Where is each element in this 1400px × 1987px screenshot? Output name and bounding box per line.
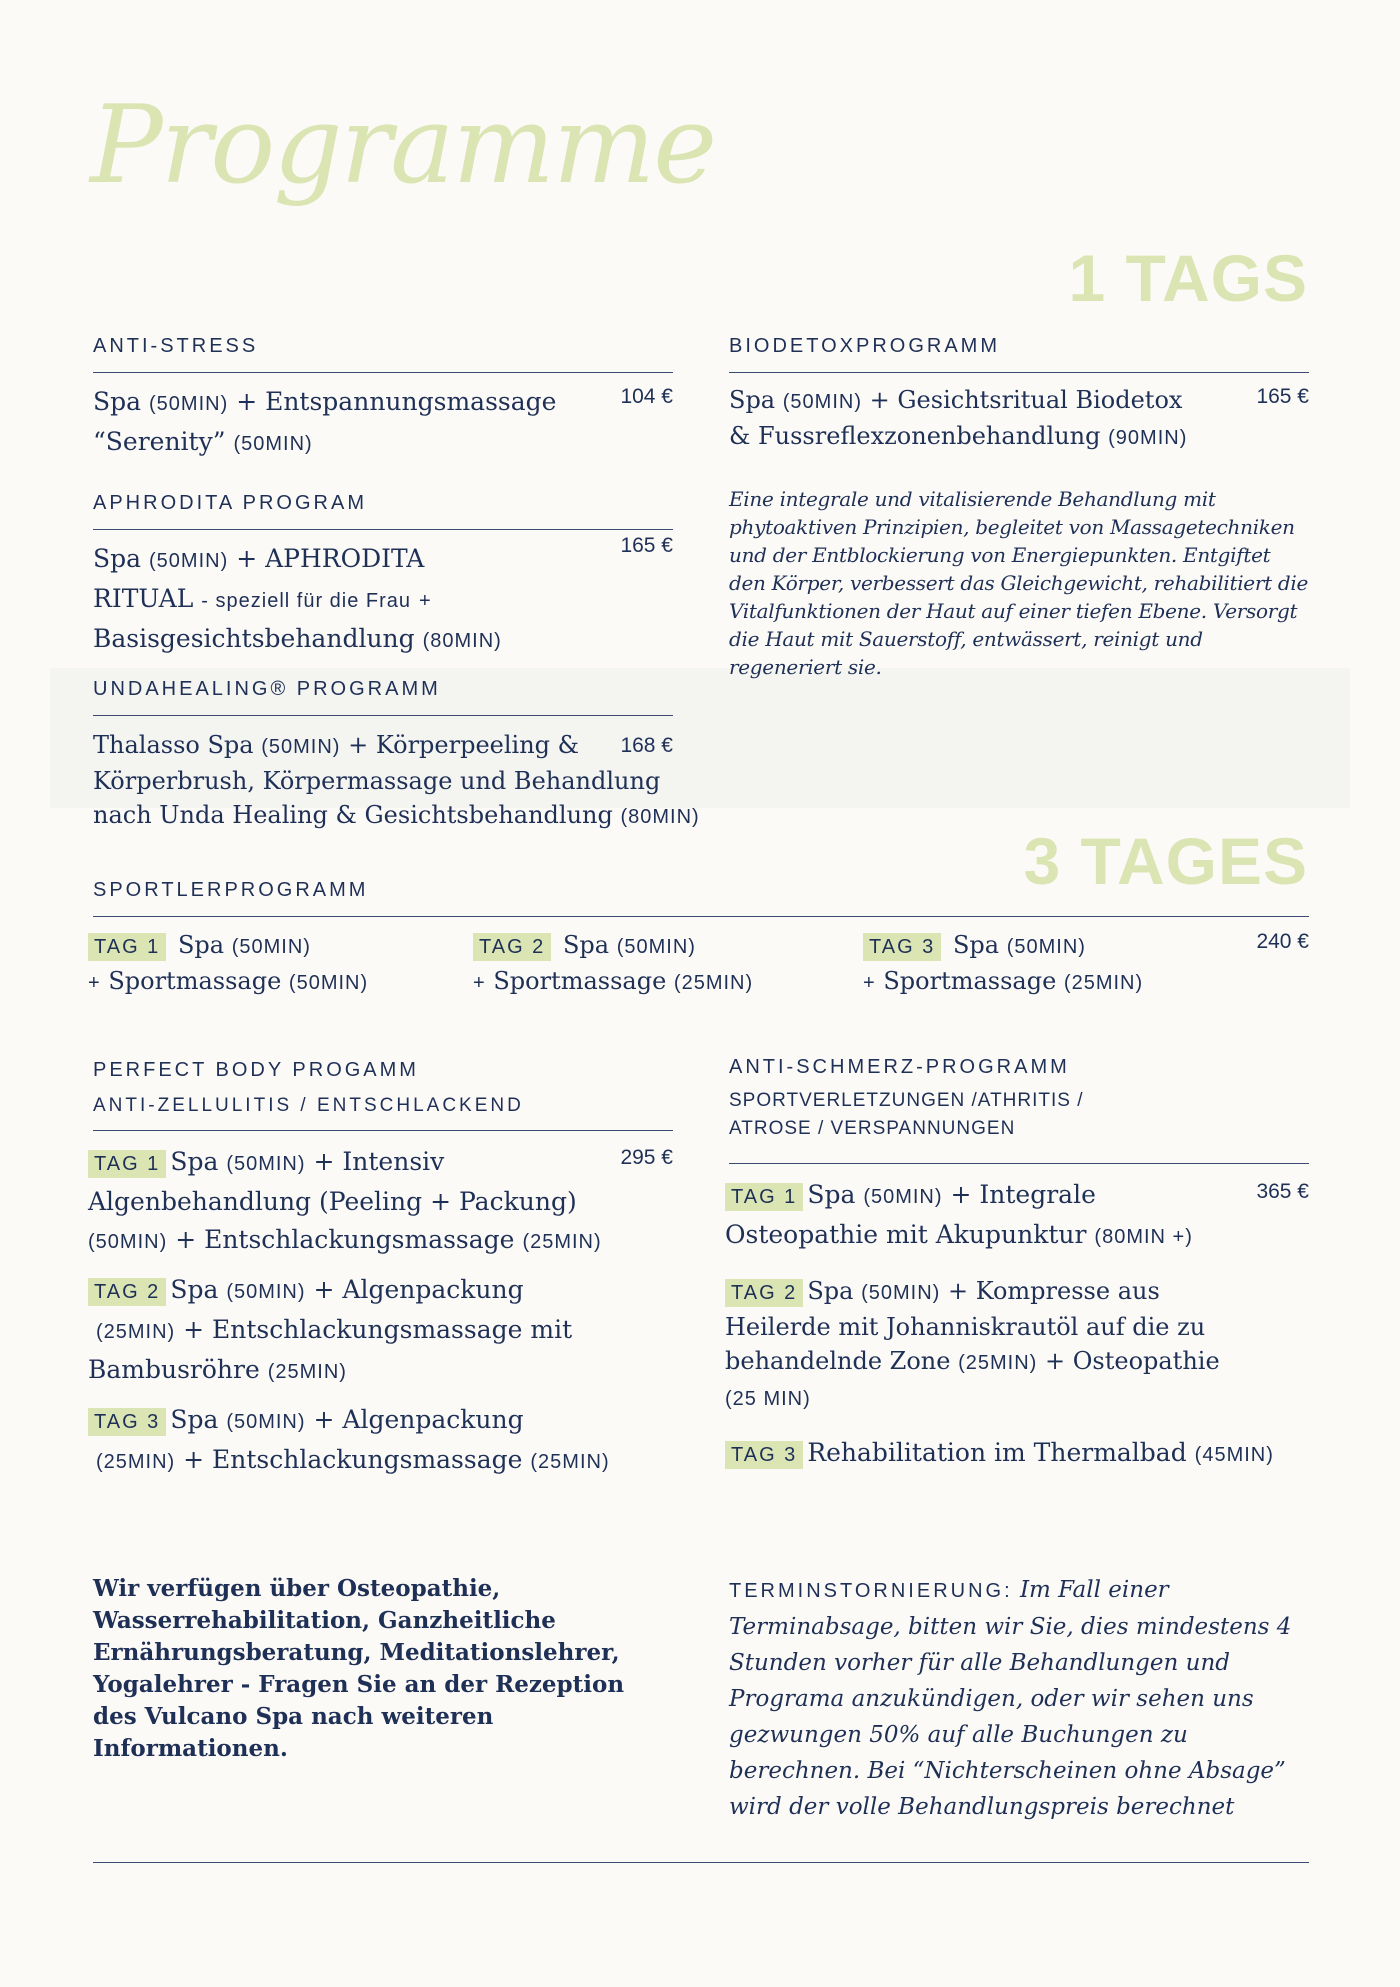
treatment-text: Spa [170, 1405, 219, 1434]
treatment-text: Sportmassage [883, 967, 1057, 995]
aphrodita-heading: APHRODITA PROGRAM [93, 492, 367, 514]
treatment-text: Spa [729, 386, 776, 414]
biodetox-heading: BIODETOXPROGRAMM [729, 335, 1000, 357]
day-tag: TAG 2 [473, 933, 551, 961]
biodetox-price: 165 € [1256, 385, 1309, 408]
duration: (50MIN) [226, 1153, 306, 1175]
divider [93, 372, 673, 373]
treatment-text: Sportmassage [108, 967, 282, 995]
sportler-day-3 [863, 928, 1143, 1000]
duration: (90MIN) [1108, 427, 1188, 449]
plus-sign: + [419, 590, 432, 612]
day-tag: TAG 3 [725, 1441, 803, 1469]
duration: (50MIN) [149, 550, 229, 572]
duration: (25MIN) [522, 1231, 602, 1253]
one-day-heading: 1 TAGS [1068, 241, 1308, 315]
anti-schmerz-sub-1: SPORTVERLETZUNGEN /ATHRITIS / [729, 1090, 1084, 1111]
duration: (80MIN) [620, 806, 700, 828]
treatment-text: + Entspannungsmassage [236, 387, 557, 416]
plus-sign: + [473, 972, 486, 994]
perfect-body-heading: PERFECT BODY PROGAMM [93, 1059, 419, 1081]
treatment-text: + Gesichtsritual Biodetox [869, 386, 1183, 414]
duration: (25 MIN) [725, 1388, 811, 1410]
divider [93, 916, 1309, 917]
treatment-text: Spa [93, 387, 142, 416]
treatment-text: RITUAL [93, 584, 194, 613]
duration: (25MIN) [95, 1321, 176, 1343]
duration: (50MIN) [88, 1231, 168, 1253]
biodetox-text [729, 383, 1229, 455]
divider [93, 529, 673, 530]
duration: (50MIN) [261, 736, 341, 758]
treatment-text: Sportmassage [493, 967, 667, 995]
duration: (50MIN) [149, 393, 229, 415]
anti-schmerz-section [725, 1056, 1309, 1474]
duration: (50MIN) [233, 433, 313, 455]
sportler-heading: SPORTLERPROGRAMM [93, 879, 369, 901]
day-tag: TAG 1 [725, 1183, 803, 1211]
sportler-day-1 [88, 928, 368, 1000]
treatment-text: Spa [562, 931, 610, 959]
anti-schmerz-price: 365 € [1256, 1180, 1309, 1203]
treatment-text: + Kompresse aus [947, 1277, 1160, 1305]
treatment-text: Spa [952, 931, 1000, 959]
duration: (50MIN) [861, 1282, 941, 1304]
duration: (25MIN) [267, 1361, 347, 1383]
treatment-text: + APHRODITA [236, 544, 425, 573]
anti-schmerz-heading: ANTI-SCHMERZ-PROGRAMM [729, 1056, 1070, 1078]
undahealing-heading: UNDAHEALING® PROGRAMM [93, 678, 441, 700]
duration: (50MIN) [231, 936, 311, 958]
treatment-text: Bambusröhre [88, 1355, 260, 1384]
duration: (25MIN) [673, 972, 754, 994]
anti-schmerz-sub-2: ATROSE / VERSPANNUNGEN [729, 1118, 1016, 1139]
treatment-text: + Osteopathie [1044, 1347, 1220, 1375]
undahealing-price: 168 € [620, 734, 673, 757]
anti-schmerz-day-3 [725, 1434, 1305, 1474]
duration: (50MIN) [863, 1186, 943, 1208]
cancellation-heading: TERMINSTORNIERUNG: [729, 1580, 1013, 1602]
perfect-body-day-3 [88, 1401, 708, 1481]
sportler-section [88, 879, 1309, 995]
cancellation-policy [729, 1572, 1319, 1825]
divider [729, 1163, 1309, 1164]
aphrodita-price: 165 € [620, 534, 673, 557]
footer-divider [93, 1862, 1309, 1863]
anti-stress-price: 104 € [620, 385, 673, 408]
cancellation-text: Im Fall einer Terminabsage, bitten wir Sie, dies mindestens 4 Stunden vorher für alle Behandlungen und Programa anzukündigen, oder wir sehen uns gezwungen 50% auf alle Buchungen zu berechnen. Bei “Nichterscheinen ohne Absage” wird der volle Behandlungspreis berechnet [729, 1577, 1292, 1820]
perfect-body-day-1 [88, 1143, 688, 1261]
perfect-body-subheading: ANTI-ZELLULITIS / ENTSCHLACKEND [93, 1095, 524, 1116]
treatment-text: + Entschlackungsmassage mit [183, 1315, 573, 1344]
day-tag: TAG 2 [88, 1278, 166, 1306]
treatment-text: Thalasso Spa [93, 731, 254, 759]
treatment-text: Algenbehandlung (Peeling + Packung) [88, 1187, 577, 1216]
duration: (80MIN) [422, 630, 502, 652]
plus-sign: + [88, 972, 101, 994]
duration: (25MIN) [95, 1451, 176, 1473]
treatment-text: Spa [170, 1275, 219, 1304]
treatment-text: Heilerde mit Johanniskrautöl auf die zu [725, 1313, 1206, 1341]
treatment-text: + Entschlackungsmassage [183, 1445, 523, 1474]
divider [93, 715, 673, 716]
day-tag: TAG 2 [725, 1279, 803, 1307]
duration: (25MIN) [530, 1451, 610, 1473]
undahealing-section [93, 678, 700, 834]
treatment-text: Spa [807, 1180, 856, 1209]
day-tag: TAG 1 [88, 933, 166, 961]
biodetox-section [729, 336, 1309, 681]
treatment-text: Basisgesichtsbehandlung [93, 624, 415, 653]
treatment-text: + Algenpackung [313, 1405, 524, 1434]
treatment-text: Körperbrush, Körpermassage und Behandlung [93, 767, 661, 795]
duration: (50MIN) [782, 391, 862, 413]
day-tag: TAG 3 [88, 1408, 166, 1436]
anti-stress-section [93, 336, 673, 463]
perfect-body-price: 295 € [620, 1146, 673, 1169]
day-tag: TAG 1 [88, 1150, 166, 1178]
duration: (25MIN) [958, 1352, 1038, 1374]
aphrodita-text [93, 540, 593, 660]
divider [729, 372, 1309, 373]
treatment-text: - speziell für die Frau [201, 590, 412, 612]
treatment-text: nach Unda Healing & Gesichtsbehandlung [93, 801, 613, 829]
treatment-text: “Serenity” [93, 427, 226, 456]
treatment-text: Rehabilitation im Thermalbad [807, 1438, 1187, 1467]
page-title: Programme [90, 83, 716, 208]
treatment-text: & Fussreflexzonenbehandlung [729, 422, 1101, 450]
treatment-text: + Entschlackungsmassage [175, 1225, 515, 1254]
treatment-text: Osteopathie mit Akupunktur [725, 1220, 1087, 1249]
treatment-text: Spa [807, 1277, 854, 1305]
duration: (50MIN) [288, 972, 369, 994]
perfect-body-day-2 [88, 1271, 688, 1391]
duration: (50MIN) [226, 1411, 306, 1433]
treatment-text: + Integrale [950, 1180, 1096, 1209]
duration: (50MIN) [226, 1281, 306, 1303]
duration: (50MIN) [616, 936, 696, 958]
biodetox-description: Eine integrale und vitalisierende Behandlung mit phytoaktiven Prinzipien, begleitet von Massagetechniken und der Entblockierung von Energiepunkten. Entgiftet den Körper, verbessert das Gleichgewicht, rehabilitiert die Vitalfunktionen der Haut auf einer tiefen Ebene. Versorgt die Haut mit Sauerstoff, entwässert, reinigt und regeneriert sie. [729, 487, 1309, 679]
anti-schmerz-day-2 [725, 1274, 1285, 1414]
aphrodita-section [93, 493, 673, 660]
treatment-text: + Körperpeeling & [348, 731, 580, 759]
treatment-text: Spa [177, 931, 225, 959]
treatment-text: behandelnde Zone [725, 1347, 951, 1375]
treatment-text: Spa [170, 1147, 219, 1176]
anti-schmerz-day-1 [725, 1176, 1285, 1256]
treatment-text: Spa [93, 544, 142, 573]
sportler-price: 240 € [1256, 930, 1309, 953]
divider [93, 1130, 673, 1131]
duration: (50MIN) [1006, 936, 1086, 958]
three-day-heading: 3 TAGES [1023, 824, 1308, 898]
footer-info: Wir verfügen über Osteopathie, Wasserrehabilitation, Ganzheitliche Ernährungsberatung, Meditationslehrer, Yogalehrer - Fragen Sie an der Rezeption des Vulcano Spa nach weiteren Informationen. [93, 1575, 625, 1762]
duration: (45MIN) [1194, 1444, 1274, 1466]
treatment-text: + Algenpackung [313, 1275, 524, 1304]
sportler-day-2 [473, 928, 753, 1000]
treatment-text: + Intensiv [313, 1147, 445, 1176]
plus-sign: + [863, 972, 876, 994]
perfect-body-section [88, 1059, 673, 1481]
duration: (80MIN +) [1094, 1226, 1193, 1248]
anti-stress-heading: ANTI-STRESS [93, 335, 259, 357]
anti-stress-text [93, 383, 593, 463]
day-tag: TAG 3 [863, 933, 941, 961]
duration: (25MIN) [1063, 972, 1144, 994]
